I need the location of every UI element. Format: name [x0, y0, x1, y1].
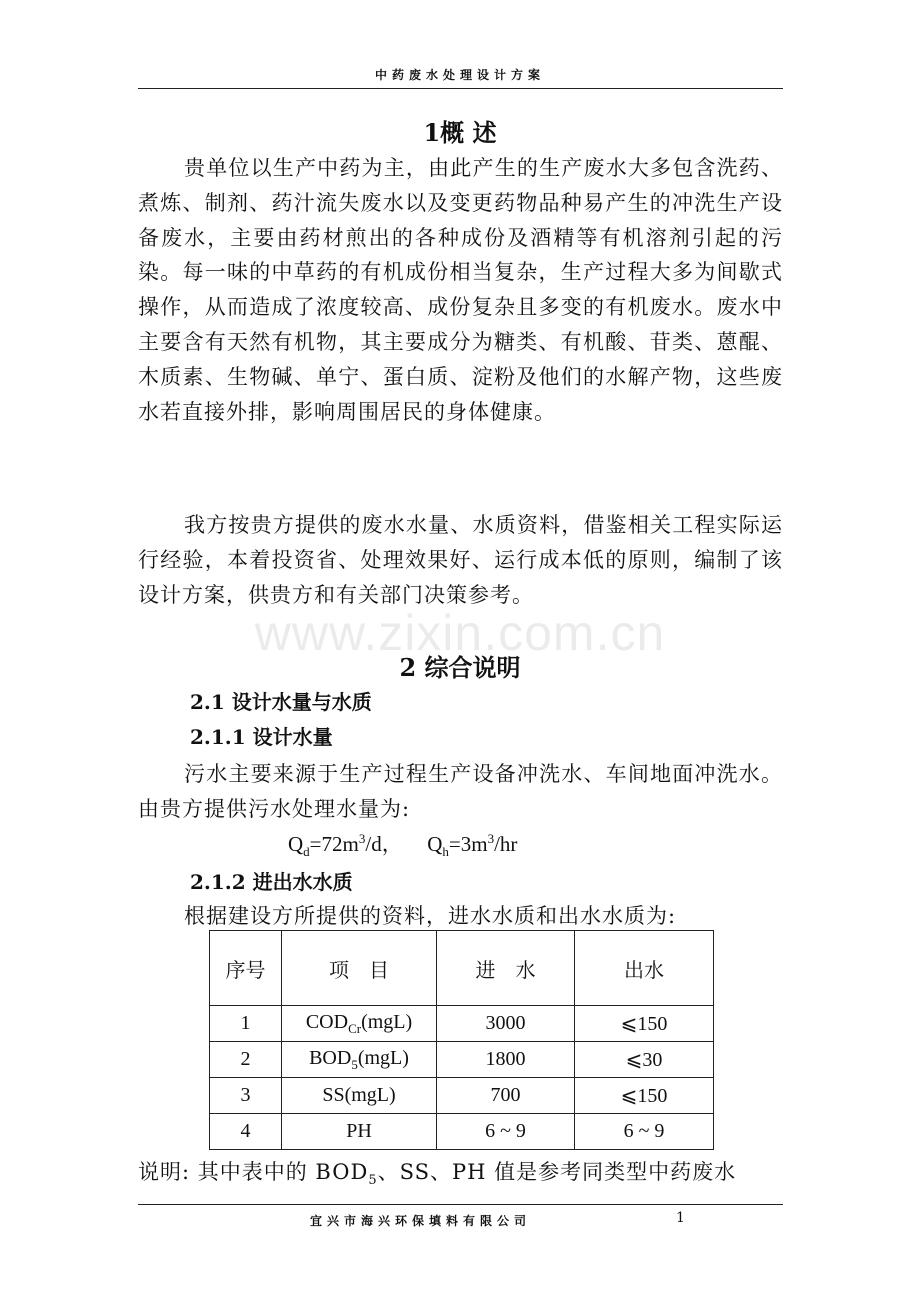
table-cell-no: 3: [210, 1078, 282, 1114]
table-row: [210, 1042, 714, 1078]
table-cell-inflow: 700: [437, 1078, 575, 1114]
page-header-title: 中药废水处理设计方案: [374, 68, 545, 82]
table-cell-no: 4: [210, 1114, 282, 1150]
section-1-heading: 1概 述: [423, 118, 497, 147]
table-cell-no: 1: [210, 1006, 282, 1042]
table-cell-outflow: ⩽150: [575, 1078, 714, 1114]
section-2-heading: 2 综合说明: [399, 653, 521, 682]
table-cell-item: PH: [282, 1114, 437, 1150]
table-header-cell: 进 水: [437, 931, 575, 1006]
table-row: [210, 1078, 714, 1114]
table-cell-no: 2: [210, 1042, 282, 1078]
header-rule: [138, 88, 783, 89]
water-volume-text: 污水主要来源于生产过程生产设备冲洗水、车间地面冲洗水。由贵方提供污水处理水量为:: [138, 762, 783, 821]
table-header-row: [210, 931, 714, 1006]
table-cell-item: SS(mgL): [282, 1078, 437, 1114]
table-cell-item: $COD_{Cr}(mgL)$: [282, 1006, 437, 1042]
footer-rule: [138, 1204, 783, 1205]
section-2-1-1-heading: 2.1.1 设计水量: [190, 725, 333, 749]
table-cell-inflow: 6 ~ 9: [437, 1114, 575, 1150]
table-cell-item: $BOD_5(mgL)$: [282, 1042, 437, 1078]
table-header-cell: 出水: [575, 931, 714, 1006]
design-flow-formula: $Q_d=72m^3/d$， $Q_h=3m^3/hr$: [288, 831, 518, 860]
page-number: 1: [676, 1210, 685, 1226]
section-1-paragraph-2: 我方按贵方提供的废水水量、水质资料，借鉴相关工程实际运行经验，本着投资省、处理效果好、运行成本低的原则，编制了该设计方案，供贵方和有关部门决策参考。: [138, 513, 783, 607]
table-header-cell: 序号: [210, 931, 282, 1006]
section-1-paragraph-1: 贵单位以生产中药为主，由此产生的生产废水大多包含洗药、煮炼、制剂、药汁流失废水以及变更药物品种易产生的冲洗生产设备废水，主要由药材煎出的各种成份及酒精等有机溶剂引起的污染。每一味的中草药的有机成份相当复杂，生产过程大多为间歇式操作，从而造成了浓度较高、成份复杂且多变的有机废水。废水中主要含有天然有机物，其主要成分为糖类、有机酸、苷类、蒽醌、木质素、生物碱、单宁、蛋白质、淀粉及他们的水解产物，这些废水若直接外排，影响周围居民的身体健康。: [138, 156, 783, 424]
table-cell-inflow: 3000: [437, 1006, 575, 1042]
table-cell-outflow: 6 ~ 9: [575, 1114, 714, 1150]
table-cell-inflow: 1800: [437, 1042, 575, 1078]
water-quality-table: [209, 930, 714, 1150]
table-cell-outflow: ⩽30: [575, 1042, 714, 1078]
section-2-1-heading: 2.1 设计水量与水质: [190, 690, 372, 714]
footer-company: 宜兴市海兴环保填料有限公司: [310, 1214, 532, 1228]
water-quality-text: 根据建设方所提供的资料，进水水质和出水水质为:: [184, 904, 677, 928]
table-note: 说明: 其中表中的 $BOD_5$、SS、PH 值是参考同类型中药废水: [138, 1160, 737, 1189]
watermark: www.zixin.com.cn: [254, 605, 666, 661]
section-2-1-2-heading: 2.1.2 进出水水质: [190, 870, 353, 894]
table-row: [210, 1114, 714, 1150]
table-row: [210, 1006, 714, 1042]
table-cell-outflow: ⩽150: [575, 1006, 714, 1042]
table-header-cell: 项 目: [282, 931, 437, 1006]
